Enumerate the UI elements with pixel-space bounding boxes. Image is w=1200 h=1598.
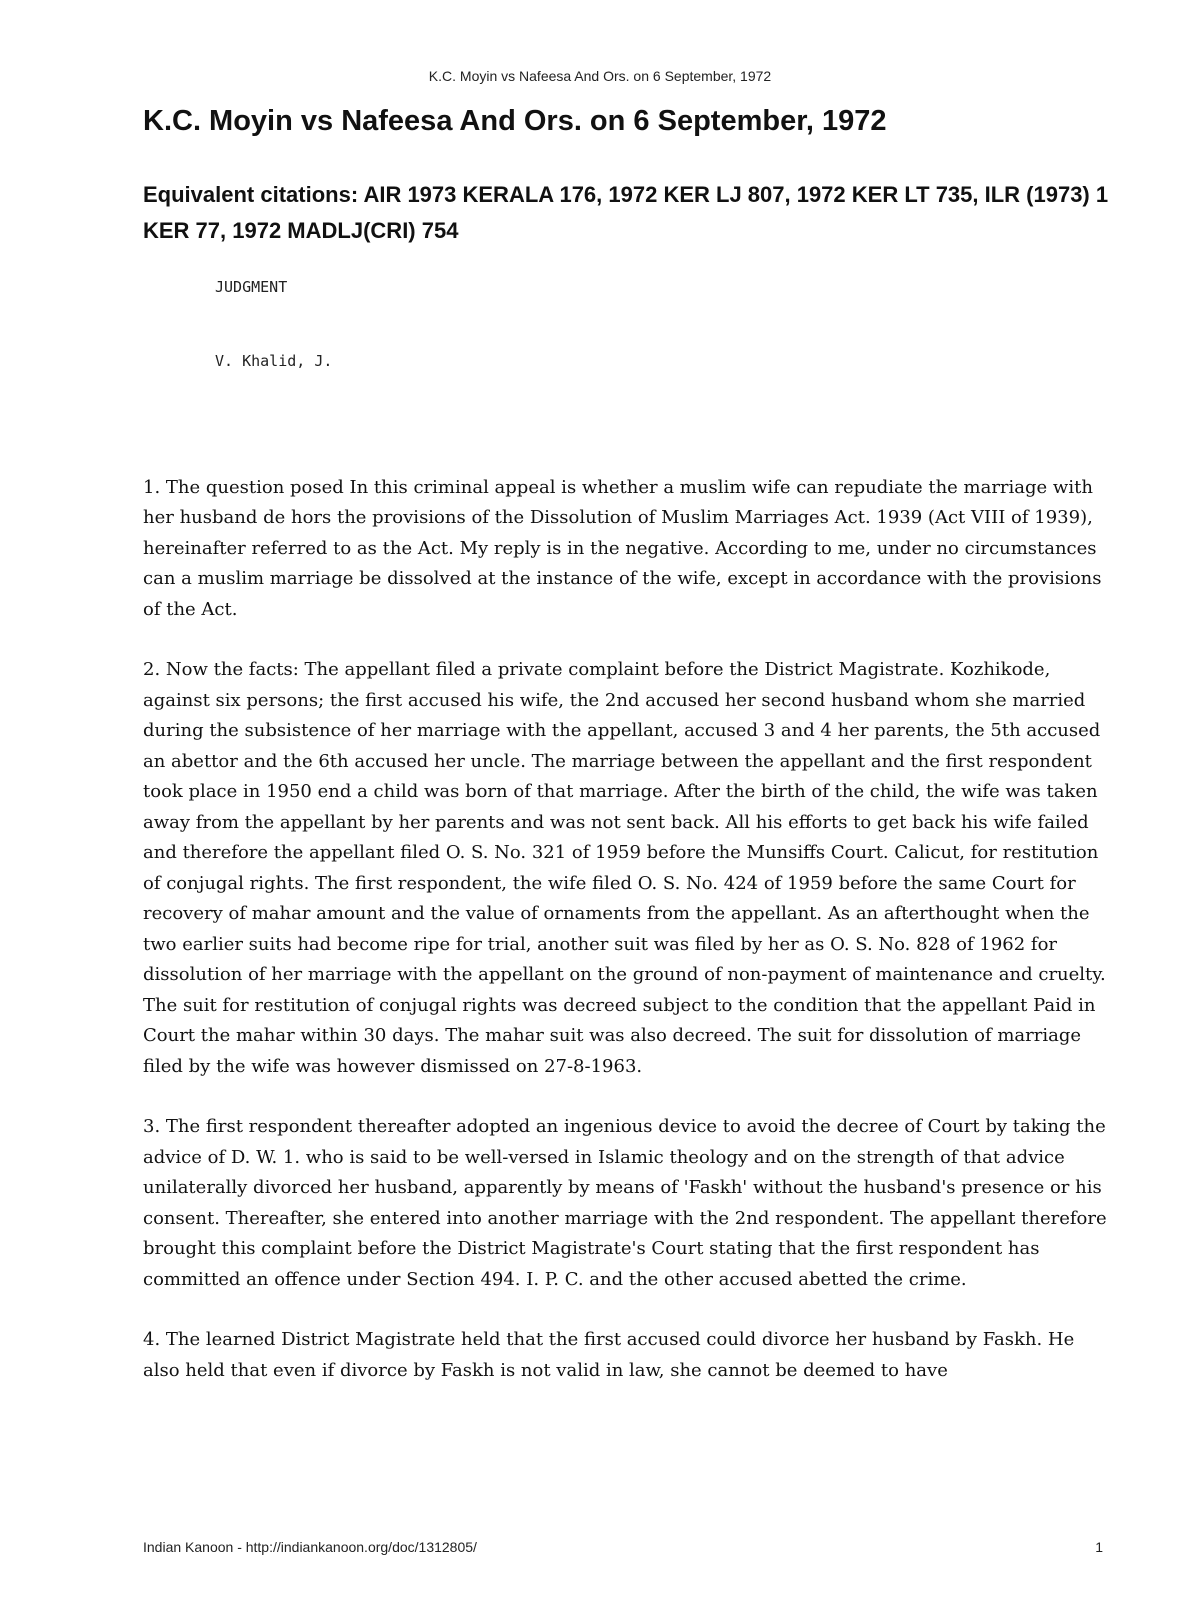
document-title: K.C. Moyin vs Nafeesa And Ors. on 6 September, 1972 [143, 105, 887, 137]
paragraph-4: 4. The learned District Magistrate held that the first accused could divorce her husband by Faskh. He also held that even if divorce by Faskh is not valid in law, she cannot be deemed to have [143, 1329, 1075, 1381]
paragraph-1: 1. The question posed In this criminal appeal is whether a muslim wife can repudiate the marriage with her husband de hors the provisions of the Dissolution of Muslim Marriages Act. 1939 (Act VIII of 1939), hereinafter referred to as the Act. My reply is in the negative. According to me, under no circumstances can a muslim marriage be dissolved at the instance of the wife, except in accordance with the provisions of the Act. [143, 476, 1102, 620]
judgment-label: JUDGMENT [215, 277, 288, 296]
spacer [143, 373, 1109, 473]
equivalent-citations: Equivalent citations: AIR 1973 KERALA 176, 1972 KER LJ 807, 1972 KER LT 735, ILR (1973) 1 KER 77, 1972 MADLJ(CRI) 754 [143, 181, 1109, 243]
paragraph-3: 3. The first respondent thereafter adopted an ingenious device to avoid the decree of Court by taking the advice of D. W. 1. who is said to be well-versed in Islamic theology and on the strength of that advice unilaterally divorced her husband, apparently by means of 'Faskh' without the husband's presence or his consent. Thereafter, she entered into another marriage with the 2nd respondent. The appellant therefore brought this complaint before the District Magistrate's Court stating that the first respondent has committed an offence under Section 494. I. P. C. and the other accused abetted the crime. [143, 1116, 1107, 1290]
running-header: K.C. Moyin vs Nafeesa And Ors. on 6 September, 1972 [428, 68, 772, 84]
page-number: 1 [1095, 1539, 1103, 1555]
spacer [143, 299, 1109, 349]
source-link[interactable]: Indian Kanoon - http://indiankanoon.org/doc/1312805/ [143, 1539, 477, 1555]
paragraph-2: 2. Now the facts: The appellant filed a private complaint before the District Magistrate. Kozhikode, against six persons; the first accused his wife, the 2nd accused her second husband whom she married during the subsistence of her marriage with the appellant, accused 3 and 4 her parents, the 5th accused an abettor and the 6th accused her uncle. The marriage between the appellant and the first respondent took place in 1950 end a child was born of that marriage. After the birth of the child, the wife was taken away from the appellant by her parents and was not sent back. All his efforts to get back his wife failed and therefore the appellant filed O. S. No. 321 of 1959 before the Munsiffs Court. Calicut, for restitution of conjugal rights. The first respondent, the wife filed O. S. No. 424 of 1959 before the same Court for recovery of mahar amount and the value of ornaments from the appellant. As an afterthought when the two earlier suits had become ripe for trial, another suit was filed by her as O. S. No. 828 of 1962 for dissolution of her marriage with the appellant on the ground of non-payment of maintenance and cruelty. The suit for restitution of conjugal rights was decreed subject to the condition that the appellant Paid in Court the mahar within 30 days. The mahar suit was also decreed. The suit for dissolution of marriage filed by the wife was however dismissed on 27-8-1963. [143, 659, 1106, 1077]
judge-name: V. Khalid, J. [215, 351, 333, 370]
document-body [143, 104, 1109, 1416]
